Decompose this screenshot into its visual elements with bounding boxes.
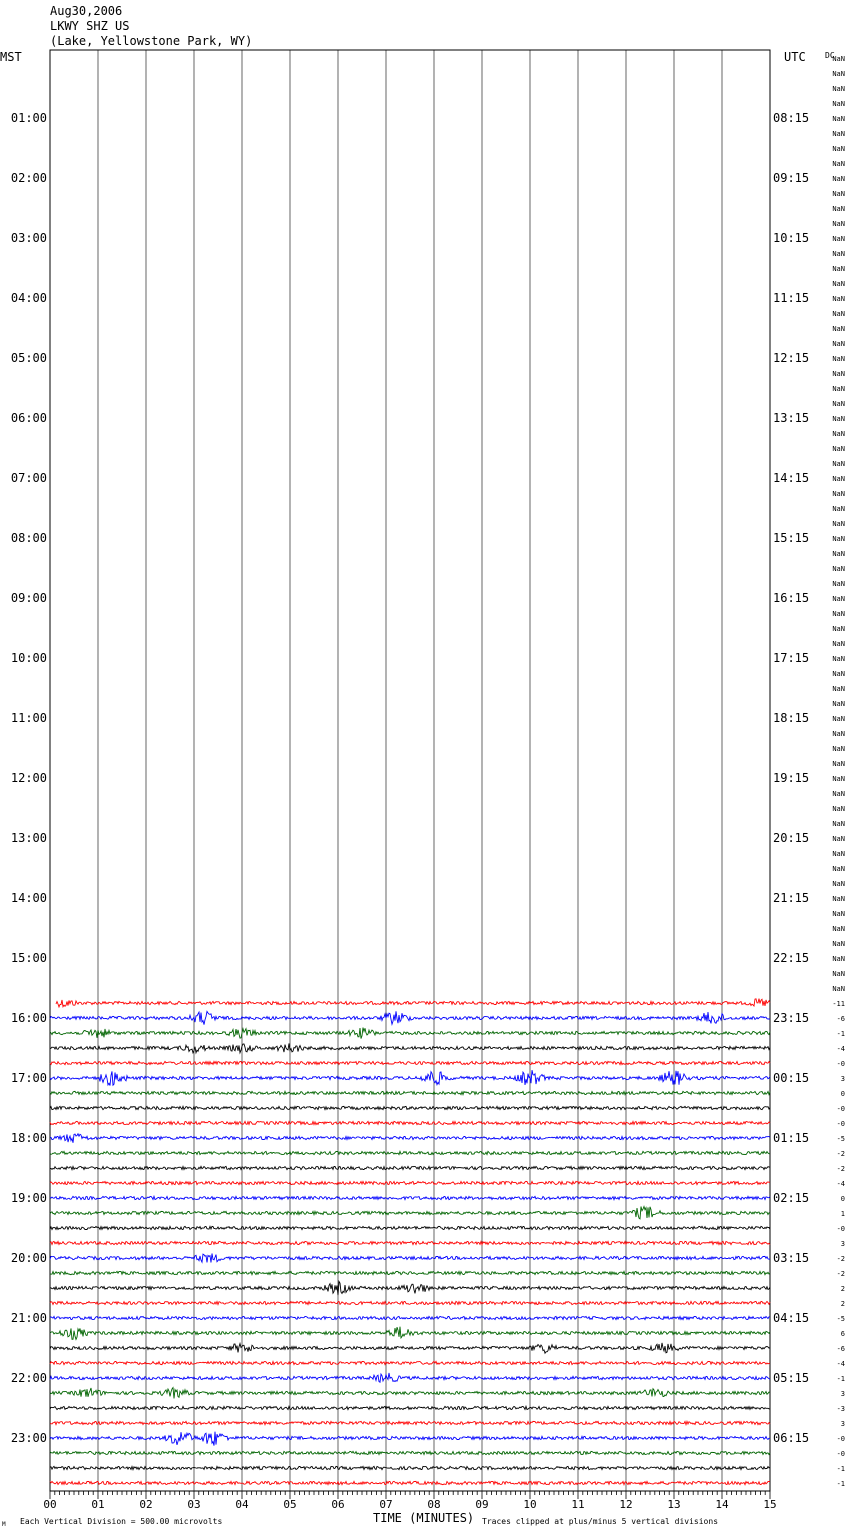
dc-offset-label: NaN	[832, 280, 845, 288]
dc-header: DC	[825, 51, 835, 60]
left-hour-label: 22:00	[10, 1371, 47, 1385]
corner-mark: M	[2, 1521, 6, 1528]
dc-offset-label: 2	[840, 1300, 845, 1308]
dc-offset-label: NaN	[832, 505, 845, 513]
dc-offset-label: NaN	[832, 760, 845, 768]
dc-offset-label: -5	[836, 1135, 845, 1143]
x-axis-title: TIME (MINUTES)	[373, 1511, 475, 1525]
dc-offset-label: 3	[840, 1075, 845, 1083]
x-tick-label: 02	[139, 1498, 153, 1511]
dc-offset-label: NaN	[832, 100, 845, 108]
right-hour-label: 08:15	[773, 111, 810, 125]
dc-offset-label: NaN	[832, 415, 845, 423]
dc-offset-label: NaN	[832, 895, 845, 903]
seismic-trace	[50, 1134, 770, 1143]
right-hour-label: 20:15	[773, 831, 810, 845]
x-tick-label: 15	[763, 1498, 777, 1511]
dc-offset-label: -0	[836, 1435, 845, 1443]
right-hour-label: 18:15	[773, 711, 810, 725]
x-tick-label: 14	[715, 1498, 729, 1511]
dc-offset-label: NaN	[832, 970, 845, 978]
dc-offset-label: NaN	[832, 490, 845, 498]
dc-offset-label: NaN	[832, 130, 845, 138]
dc-offset-label: NaN	[832, 685, 845, 693]
right-hour-label: 01:15	[773, 1131, 810, 1145]
dc-offset-label: NaN	[832, 295, 845, 303]
left-hour-label: 04:00	[10, 291, 47, 305]
dc-offset-label: NaN	[832, 610, 845, 618]
seismic-trace	[50, 1028, 770, 1039]
dc-offset-label: NaN	[832, 805, 845, 813]
dc-offset-label: NaN	[832, 400, 845, 408]
dc-offset-label: NaN	[832, 655, 845, 663]
left-tz-label: MST	[0, 50, 22, 64]
left-hour-label: 14:00	[10, 891, 47, 905]
left-hour-label: 20:00	[10, 1251, 47, 1265]
seismic-trace	[50, 1481, 770, 1484]
dc-offset-label: NaN	[832, 985, 845, 993]
dc-offset-label: -2	[836, 1255, 845, 1263]
dc-offset-label: NaN	[832, 175, 845, 183]
dc-offset-label: 6	[840, 1330, 845, 1338]
x-tick-label: 12	[619, 1498, 633, 1511]
x-tick-label: 11	[571, 1498, 585, 1511]
right-hour-label: 06:15	[773, 1431, 810, 1445]
dc-offset-label: -2	[836, 1270, 845, 1278]
dc-offset-label: -4	[836, 1180, 845, 1188]
dc-offset-label: NaN	[832, 550, 845, 558]
right-tz-label: UTC	[784, 50, 806, 64]
dc-offset-label: NaN	[832, 115, 845, 123]
left-hour-label: 08:00	[10, 531, 47, 545]
dc-offset-label: NaN	[832, 700, 845, 708]
dc-offset-label: -0	[836, 1060, 845, 1068]
dc-offset-label: -4	[836, 1360, 845, 1368]
dc-offset-label: -6	[836, 1015, 845, 1023]
right-hour-label: 22:15	[773, 951, 810, 965]
x-tick-label: 05	[283, 1498, 297, 1511]
dc-offset-label: NaN	[832, 940, 845, 948]
right-hour-label: 05:15	[773, 1371, 810, 1385]
dc-offset-label: NaN	[832, 460, 845, 468]
dc-offset-label: NaN	[832, 595, 845, 603]
seismic-trace	[50, 1301, 770, 1304]
dc-offset-label: 3	[840, 1240, 845, 1248]
header-station: LKWY SHZ US	[50, 19, 130, 33]
right-hour-label: 14:15	[773, 471, 810, 485]
dc-offset-label: NaN	[832, 730, 845, 738]
dc-offset-label: 2	[840, 1285, 845, 1293]
dc-offset-label: 1	[840, 1210, 845, 1218]
dc-offset-label: -6	[836, 1345, 845, 1353]
seismic-trace	[50, 1343, 770, 1353]
seismic-trace	[50, 1316, 770, 1319]
dc-offset-label: NaN	[832, 370, 845, 378]
seismic-trace	[50, 1196, 770, 1199]
left-hour-label: 10:00	[10, 651, 47, 665]
right-hour-label: 03:15	[773, 1251, 810, 1265]
axes	[11, 55, 845, 1511]
dc-offset-label: NaN	[832, 820, 845, 828]
x-tick-label: 07	[379, 1498, 393, 1511]
dc-offset-label: -5	[836, 1315, 845, 1323]
dc-offset-label: NaN	[832, 745, 845, 753]
x-tick-label: 01	[91, 1498, 105, 1511]
dc-offset-label: NaN	[832, 70, 845, 78]
dc-offset-label: NaN	[832, 955, 845, 963]
x-tick-label: 08	[427, 1498, 441, 1511]
dc-offset-label: -3	[836, 1405, 845, 1413]
header-date: Aug30,2006	[50, 4, 123, 18]
seismic-trace	[50, 1121, 770, 1124]
right-hour-label: 04:15	[773, 1311, 810, 1325]
seismic-trace	[50, 1241, 770, 1244]
right-hour-label: 12:15	[773, 351, 810, 365]
dc-offset-label: -0	[836, 1450, 845, 1458]
dc-offset-label: NaN	[832, 145, 845, 153]
dc-offset-label: NaN	[832, 250, 845, 258]
dc-offset-label: -1	[836, 1480, 845, 1488]
plot-frame	[50, 50, 770, 1491]
seismic-trace	[50, 1106, 770, 1109]
dc-offset-label: 0	[840, 1195, 845, 1203]
seismic-trace	[50, 1421, 770, 1424]
left-hour-label: 15:00	[10, 951, 47, 965]
right-hour-label: 11:15	[773, 291, 810, 305]
left-hour-label: 05:00	[10, 351, 47, 365]
dc-offset-label: -1	[836, 1465, 845, 1473]
left-hour-label: 09:00	[10, 591, 47, 605]
seismic-trace	[50, 1451, 770, 1454]
seismic-trace	[50, 1043, 770, 1052]
seismic-trace	[50, 1373, 770, 1382]
seismic-trace	[50, 1151, 770, 1154]
right-hour-label: 17:15	[773, 651, 810, 665]
dc-offset-label: NaN	[832, 910, 845, 918]
seismic-trace	[56, 999, 770, 1007]
dc-offset-label: NaN	[832, 835, 845, 843]
right-hour-label: 21:15	[773, 891, 810, 905]
seismic-trace	[50, 1207, 770, 1219]
right-hour-label: 19:15	[773, 771, 810, 785]
seismic-trace	[50, 1254, 770, 1263]
dc-offset-label: -0	[836, 1120, 845, 1128]
left-hour-label: 03:00	[10, 231, 47, 245]
seismic-trace	[50, 1061, 770, 1064]
dc-offset-label: NaN	[832, 385, 845, 393]
dc-offset-label: NaN	[832, 220, 845, 228]
minute-gridlines	[98, 50, 722, 1491]
dc-offset-label: NaN	[832, 640, 845, 648]
scale-note: Each Vertical Division = 500.00 microvolts	[20, 1517, 223, 1526]
seismic-trace	[50, 1406, 770, 1409]
dc-offset-label: -2	[836, 1150, 845, 1158]
left-hour-label: 12:00	[10, 771, 47, 785]
dc-offset-label: NaN	[832, 355, 845, 363]
dc-offset-label: NaN	[832, 790, 845, 798]
right-hour-label: 23:15	[773, 1011, 810, 1025]
seismic-traces	[50, 999, 770, 1485]
dc-offset-label: NaN	[832, 160, 845, 168]
left-hour-label: 18:00	[10, 1131, 47, 1145]
seismic-trace	[50, 1011, 770, 1024]
dc-offset-label: NaN	[832, 190, 845, 198]
dc-offset-label: -4	[836, 1045, 845, 1053]
right-hour-label: 02:15	[773, 1191, 810, 1205]
dc-offset-label: NaN	[832, 310, 845, 318]
dc-offset-label: -2	[836, 1165, 845, 1173]
left-hour-label: 16:00	[10, 1011, 47, 1025]
dc-offset-label: NaN	[832, 55, 845, 63]
dc-offset-label: NaN	[832, 565, 845, 573]
dc-offset-label: NaN	[832, 925, 845, 933]
seismic-trace	[50, 1166, 770, 1169]
dc-offset-label: -1	[836, 1030, 845, 1038]
dc-offset-label: -1	[836, 1375, 845, 1383]
seismic-trace	[50, 1327, 770, 1340]
x-tick-label: 09	[475, 1498, 489, 1511]
seismic-trace	[50, 1271, 770, 1274]
right-hour-label: 15:15	[773, 531, 810, 545]
dc-offset-label: NaN	[832, 865, 845, 873]
left-hour-label: 23:00	[10, 1431, 47, 1445]
dc-offset-label: -0	[836, 1105, 845, 1113]
dc-offset-label: NaN	[832, 715, 845, 723]
dc-offset-label: NaN	[832, 535, 845, 543]
dc-offset-label: NaN	[832, 625, 845, 633]
seismic-trace	[50, 1226, 770, 1229]
dc-offset-label: NaN	[832, 850, 845, 858]
right-hour-label: 09:15	[773, 171, 810, 185]
dc-offset-label: 0	[840, 1090, 845, 1098]
dc-offset-label: -0	[836, 1225, 845, 1233]
left-hour-label: 07:00	[10, 471, 47, 485]
x-tick-label: 03	[187, 1498, 201, 1511]
header-location: (Lake, Yellowstone Park, WY)	[50, 34, 253, 48]
x-tick-label: 10	[523, 1498, 537, 1511]
dc-offset-label: NaN	[832, 430, 845, 438]
left-hour-label: 02:00	[10, 171, 47, 185]
left-hour-label: 01:00	[10, 111, 47, 125]
dc-offset-label: NaN	[832, 85, 845, 93]
left-hour-label: 13:00	[10, 831, 47, 845]
right-hour-label: 00:15	[773, 1071, 810, 1085]
seismic-trace	[50, 1070, 770, 1086]
clip-note: Traces clipped at plus/minus 5 vertical divisions	[482, 1517, 719, 1526]
left-hour-label: 06:00	[10, 411, 47, 425]
x-tick-label: 00	[43, 1498, 57, 1511]
left-hour-label: 19:00	[10, 1191, 47, 1205]
x-tick-label: 06	[331, 1498, 345, 1511]
seismic-trace	[50, 1181, 770, 1184]
dc-offset-label: NaN	[832, 340, 845, 348]
dc-offset-label: NaN	[832, 520, 845, 528]
dc-offset-label: NaN	[832, 205, 845, 213]
dc-offset-label: NaN	[832, 880, 845, 888]
dc-offset-label: NaN	[832, 475, 845, 483]
seismic-trace	[50, 1432, 770, 1446]
right-hour-label: 16:15	[773, 591, 810, 605]
x-tick-label: 13	[667, 1498, 681, 1511]
dc-offset-label: NaN	[832, 775, 845, 783]
seismic-trace	[50, 1091, 770, 1094]
seismic-trace	[50, 1388, 770, 1399]
dc-offset-label: 3	[840, 1420, 845, 1428]
seismic-trace	[50, 1282, 770, 1296]
x-tick-label: 04	[235, 1498, 249, 1511]
dc-offset-label: NaN	[832, 265, 845, 273]
right-hour-label: 13:15	[773, 411, 810, 425]
left-hour-label: 11:00	[10, 711, 47, 725]
dc-offset-label: 3	[840, 1390, 845, 1398]
dc-offset-label: NaN	[832, 235, 845, 243]
dc-offset-label: NaN	[832, 580, 845, 588]
left-hour-label: 17:00	[10, 1071, 47, 1085]
seismic-trace	[50, 1466, 770, 1469]
dc-offset-label: NaN	[832, 670, 845, 678]
dc-offset-label: NaN	[832, 325, 845, 333]
seismic-trace	[50, 1361, 770, 1364]
left-hour-label: 21:00	[10, 1311, 47, 1325]
right-hour-label: 10:15	[773, 231, 810, 245]
dc-offset-label: -11	[832, 1000, 845, 1008]
dc-offset-label: NaN	[832, 445, 845, 453]
